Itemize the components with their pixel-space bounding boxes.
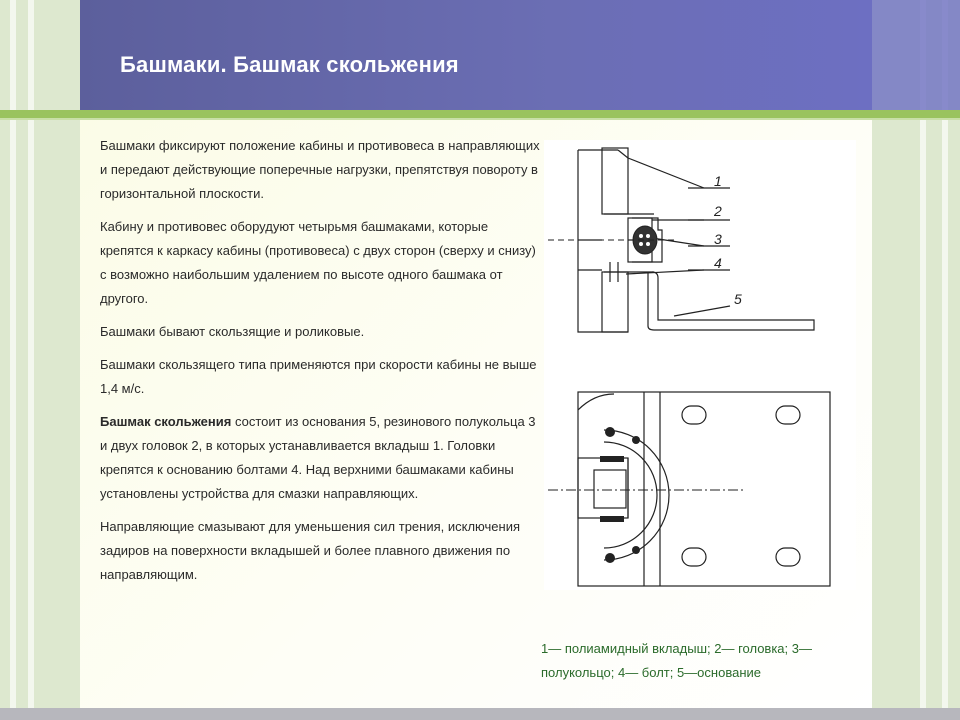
figure-label: 1 bbox=[714, 173, 722, 189]
paragraph: Кабину и противовес оборудуют четырьмя башмаками, которые крепятся к каркасу кабины (противовеса) с двух сторон (сверху и снизу) с возможно наибольшим удалением по высоте одного башмака от другого. bbox=[100, 219, 536, 306]
header-divider bbox=[0, 110, 960, 118]
paragraph: Башмаки фиксируют положение кабины и противовеса в направляющих и передают действующие поперечные нагрузки, препятствуя повороту в горизонтальной плоскости. bbox=[100, 138, 540, 201]
bold-term: Башмак скольжения bbox=[100, 414, 232, 429]
figure-caption: 1— полиамидный вкладыш; 2— головка; 3— полукольцо; 4— болт; 5—основание bbox=[541, 641, 812, 680]
figure-label: 4 bbox=[714, 255, 722, 271]
paragraph: Башмаки бывают скользящие и роликовые. bbox=[100, 324, 365, 339]
paragraph bbox=[100, 410, 542, 506]
figure-label: 3 bbox=[714, 231, 722, 247]
frame-stripe bbox=[10, 0, 16, 720]
body-text bbox=[100, 134, 542, 596]
figure-label: 2 bbox=[714, 203, 722, 219]
header-right-band bbox=[872, 0, 960, 110]
footer-bar bbox=[0, 708, 960, 720]
figure-label: 5 bbox=[734, 291, 742, 307]
slide-title: Башмаки. Башмак скольжения bbox=[120, 52, 459, 77]
sliding-shoe-drawing bbox=[544, 140, 856, 590]
paragraph: Направляющие смазывают для уменьшения сил трения, исключения задиров на поверхности вкладышей и более плавного движения по направляющим. bbox=[100, 519, 520, 582]
left-frame bbox=[0, 0, 80, 720]
paragraph-rest: состоит из основания 5, резинового полукольца 3 и двух головок 2, в которых устанавливается вкладыш 1. Головки крепятся к основанию болтами 4. Над верхними башмаками кабины установлены устройства для смазки направляющих. bbox=[100, 414, 536, 501]
frame-stripe bbox=[28, 0, 34, 720]
paragraph: Башмаки скользящего типа применяются при скорости кабины не выше 1,4 м/с. bbox=[100, 357, 537, 396]
